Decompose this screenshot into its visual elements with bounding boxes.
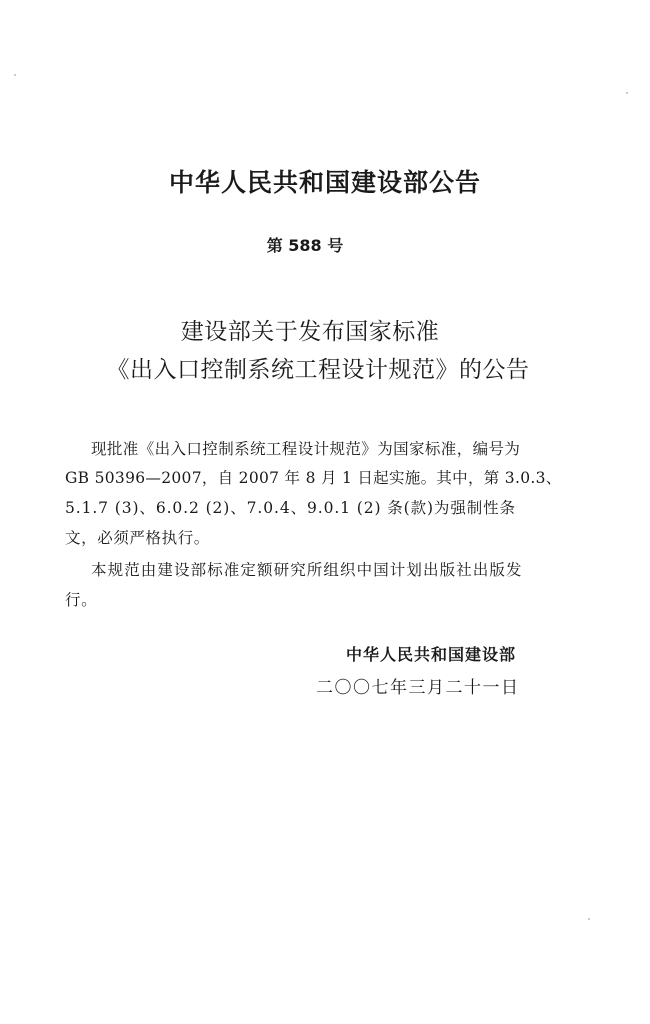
announcement-number: 第 588 号	[266, 236, 344, 255]
subtitle-line-2: 《出入口控制系统工程设计规范》的公告	[106, 357, 530, 383]
body-paragraph-2-line-1: 本规范由建设部标准定额研究所组织中国计划出版社出版发	[91, 561, 523, 579]
body-paragraph-1-line-2: GB 50396—2007，自 2007 年 8 月 1 日起实施。其中，第 3.0.3、	[65, 469, 562, 487]
scan-speck	[626, 92, 628, 94]
scan-speck	[14, 74, 16, 76]
subtitle-line-1: 建设部关于发布国家标准	[180, 319, 440, 345]
signature-department: 中华人民共和国建设部	[346, 645, 517, 664]
body-paragraph-1-line-1: 现批准《出入口控制系统工程设计规范》为国家标准，编号为	[91, 440, 521, 458]
announcement-title: 中华人民共和国建设部公告	[168, 168, 481, 197]
scan-speck	[588, 918, 590, 920]
body-paragraph-1-line-3: 5.1.7 (3)、6.0.2 (2)、7.0.4、9.0.1 (2) 条(款)为强制性条	[65, 499, 516, 517]
body-paragraph-1-line-4: 文，必须严格执行。	[65, 529, 210, 547]
signature-date: 二〇〇七年三月二十一日	[316, 678, 520, 698]
body-paragraph-2-line-2: 行。	[65, 591, 98, 609]
